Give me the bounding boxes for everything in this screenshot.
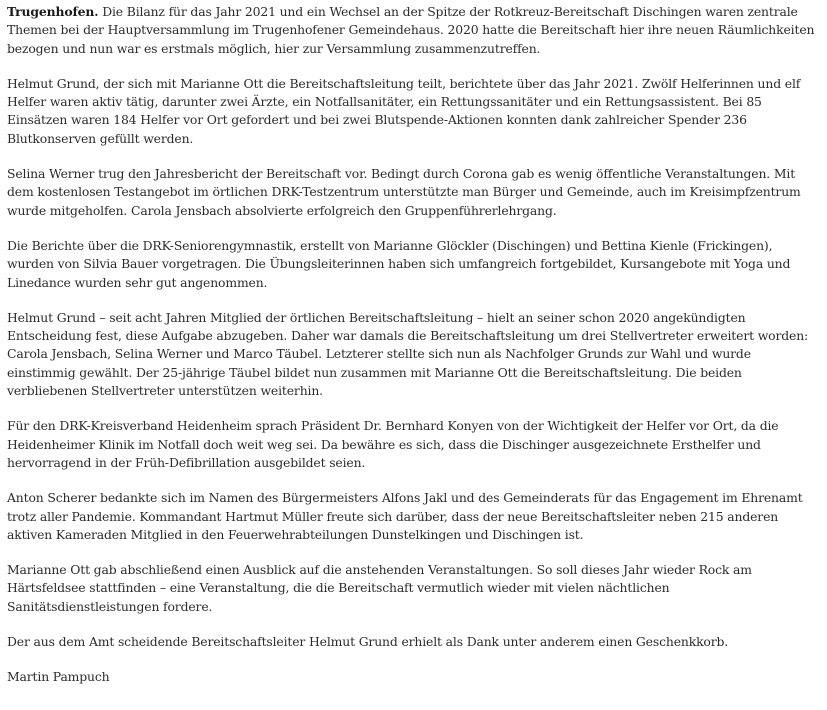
dateline: Trugenhofen.: [7, 4, 99, 19]
paragraph-annual-report: Helmut Grund, der sich mit Marianne Ott die Bereitschaftsleitung teilt, berichtete über das Jahr 2021. Zwölf Helferinnen und elf Helfer waren aktiv tätig, darunter zwei Ärzte, ein Notfallsanitäter, ein Rettungssanitäter und ein Rettungsassistent. Bei 85 Einsätzen waren 184 Helfer vor Ort gefordert und bei zwei Blutspende-Aktionen konnten dank zahlreicher Spender 236 Blutkonserven gefüllt werden.: [7, 75, 801, 146]
paragraph-intro: [7, 3, 821, 58]
paragraph-outlook: Marianne Ott gab abschließend einen Ausblick auf die anstehenden Veranstaltungen. So soll dieses Jahr wieder Rock am Härtsfeldsee stattfinden – eine Veranstaltung, die die Bereitschaft vermutlich wieder mit vielen nächtlichen Sanitätsdienstleistungen fordere.: [7, 562, 752, 614]
paragraph-leadership-change: Helmut Grund – seit acht Jahren Mitglied der örtlichen Bereitschaftsleitung – hielt an seiner schon 2020 angekündigten Entscheidung fest, diese Aufgabe abzugeben. Daher war damals die Bereitschaftsleitung um drei Stellvertreter erweitert worden: Carola Jensbach, Selina Werner und Marco Täubel. Letzterer stellte sich nun als Nachfolger Grunds zur Wahl und wurde einstimmig gewählt. Der 25-jährige Täubel bildet nun zusammen mit Marianne Ott die Bereitschaftsleitung. Die beiden verbliebenen Stellvertreter unterstützen weiterhin.: [7, 309, 809, 399]
paragraph-farewell-gift: Der aus dem Amt scheidende Bereitschaftsleiter Helmut Grund erhielt als Dank unter anderem einen Geschenkkorb.: [7, 634, 729, 650]
paragraph-district-association: Für den DRK-Kreisverband Heidenheim sprach Präsident Dr. Bernhard Konyen von der Wichtigkeit der Helfer vor Ort, da die Heidenheimer Klinik im Notfall doch weit weg sei. Da bewähre es sich, dass die Dischinger ausgezeichnete Ersthelfer und hervorragend in der Früh-Defibrillation ausgebildet seien.: [7, 418, 779, 470]
paragraph-yearly-summary: Selina Werner trug den Jahresbericht der Bereitschaft vor. Bedingt durch Corona gab es wenig öffentliche Veranstaltungen. Mit dem kostenlosen Testangebot im örtlichen DRK-Testzentrum unterstützte man Bürger und Gemeinde, auch im Kreisimpfzentrum wurde mitgeholfen. Carola Jensbach absolvierte erfolgreich den Gruppenführerlehrgang.: [7, 166, 801, 218]
paragraph-senior-gymnastics: Die Berichte über die DRK-Seniorengymnastik, erstellt von Marianne Glöckler (Dischingen) und Bettina Kienle (Frickingen), wurden von Silvia Bauer vorgetragen. Die Übungsleiterinnen haben sich umfangreich fortgebildet, Kursangebote mit Yoga und Linedance wurden sehr gut angenommen.: [7, 237, 791, 290]
paragraph-intro-text: Die Bilanz für das Jahr 2021 und ein Wechsel an der Spitze der Rotkreuz-Bereitschaft Dischingen waren zentrale Themen bei der Hauptversammlung im Trugenhofener Gemeindehaus. 2020 hatte die Bereitschaft hier ihre neuen Räumlichkeiten bezogen und nun war es erstmals möglich, hier zur Versammlung zusammenzutreffen.: [7, 4, 815, 56]
author-byline: Martin Pampuch: [7, 669, 110, 685]
paragraph-thanks-mayor: Anton Scherer bedankte sich im Namen des Bürgermeisters Alfons Jakl und des Gemeinderats für das Engagement im Ehrenamt trotz aller Pandemie. Kommandant Hartmut Müller freute sich darüber, dass der neue Bereitschaftsleiter neben 215 anderen aktiven Kameraden Mitglied in den Feuerwehrabteilungen Dunstelkingen und Dischingen ist.: [7, 490, 803, 542]
